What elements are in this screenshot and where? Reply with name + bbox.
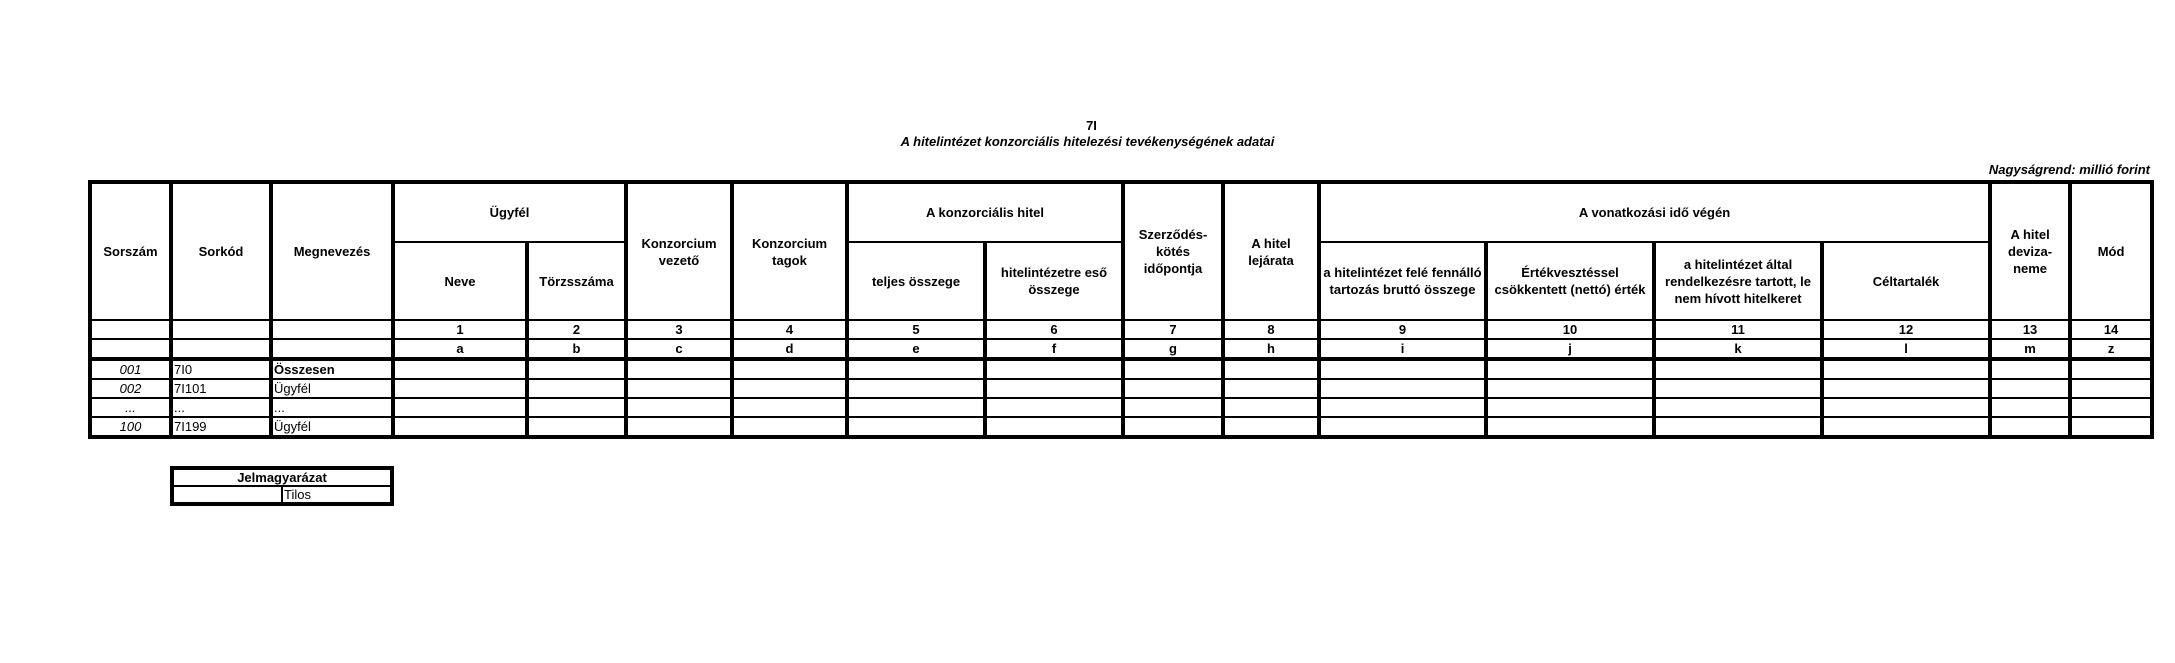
data-cell[interactable] — [1654, 379, 1822, 398]
data-cell[interactable] — [626, 359, 732, 379]
column-letter: l — [1822, 339, 1990, 359]
header-konzorcium-vezeto: Konzorcium vezető — [626, 182, 732, 320]
data-cell[interactable] — [527, 379, 626, 398]
data-cell[interactable] — [1123, 417, 1223, 437]
header-hitel-lejarata: A hitel lejárata — [1223, 182, 1319, 320]
data-cell[interactable] — [2070, 417, 2152, 437]
table-code: 7I — [1086, 118, 1097, 133]
row-sorszam: 002 — [90, 379, 171, 398]
row-sorszam: ... — [90, 398, 171, 417]
data-cell[interactable] — [527, 417, 626, 437]
header-hitelintezetre-eso: hitelintézetre eső összege — [985, 242, 1123, 320]
header-konzorcialis-hitel: A konzorciális hitel — [847, 182, 1123, 242]
data-cell[interactable] — [1822, 398, 1990, 417]
data-cell[interactable] — [393, 417, 527, 437]
column-letter: b — [527, 339, 626, 359]
column-letter: m — [1990, 339, 2070, 359]
row-sorszam: 100 — [90, 417, 171, 437]
data-cell[interactable] — [1123, 359, 1223, 379]
header-fennallo-tartozas: a hitelintézet felé fennálló tartozás bruttó összege — [1319, 242, 1486, 320]
data-cell[interactable] — [1223, 359, 1319, 379]
data-cell[interactable] — [2070, 398, 2152, 417]
data-cell[interactable] — [732, 379, 847, 398]
column-number: 2 — [527, 320, 626, 339]
data-cell[interactable] — [527, 398, 626, 417]
column-number: 6 — [985, 320, 1123, 339]
data-cell[interactable] — [985, 379, 1123, 398]
data-cell[interactable] — [2070, 379, 2152, 398]
column-letter: e — [847, 339, 985, 359]
header-celtartalek: Céltartalék — [1822, 242, 1990, 320]
column-letter: k — [1654, 339, 1822, 359]
data-cell[interactable] — [626, 379, 732, 398]
data-cell[interactable] — [1654, 398, 1822, 417]
column-number: 3 — [626, 320, 732, 339]
column-letter: a — [393, 339, 527, 359]
header-konzorcium-tagok: Konzorcium tagok — [732, 182, 847, 320]
data-cell[interactable] — [1319, 379, 1486, 398]
column-number: 11 — [1654, 320, 1822, 339]
data-cell[interactable] — [1990, 359, 2070, 379]
column-number-row — [90, 320, 2152, 339]
data-cell[interactable] — [1319, 359, 1486, 379]
data-cell[interactable] — [1223, 417, 1319, 437]
table-row — [90, 398, 2152, 417]
column-letter: h — [1223, 339, 1319, 359]
column-number: 14 — [2070, 320, 2152, 339]
data-cell[interactable] — [847, 417, 985, 437]
column-letter: d — [732, 339, 847, 359]
data-cell[interactable] — [393, 359, 527, 379]
data-cell[interactable] — [1223, 379, 1319, 398]
data-cell[interactable] — [1990, 379, 2070, 398]
row-megnevezes: Ügyfél — [271, 379, 393, 398]
data-cell[interactable] — [1223, 398, 1319, 417]
header-neve: Neve — [393, 242, 527, 320]
title-block — [0, 118, 2175, 150]
column-letter-row — [90, 339, 2152, 359]
data-cell[interactable] — [1654, 417, 1822, 437]
column-letter: j — [1486, 339, 1654, 359]
header-ugyfel: Ügyfél — [393, 182, 626, 242]
row-sorszam: 001 — [90, 359, 171, 379]
table-row — [90, 379, 2152, 398]
data-cell[interactable] — [626, 417, 732, 437]
data-cell[interactable] — [732, 398, 847, 417]
data-cell[interactable] — [1990, 398, 2070, 417]
column-number: 12 — [1822, 320, 1990, 339]
header-vonatkozasi-ido: A vonatkozási idő végén — [1319, 182, 1990, 242]
data-cell[interactable] — [393, 379, 527, 398]
legend-title: Jelmagyarázat — [172, 468, 392, 486]
data-cell[interactable] — [1123, 398, 1223, 417]
column-number: 13 — [1990, 320, 2070, 339]
data-cell[interactable] — [985, 359, 1123, 379]
column-letter: f — [985, 339, 1123, 359]
data-cell[interactable] — [732, 359, 847, 379]
row-megnevezes: Ügyfél — [271, 417, 393, 437]
data-cell[interactable] — [1319, 417, 1486, 437]
data-cell[interactable] — [847, 359, 985, 379]
data-cell[interactable] — [527, 359, 626, 379]
data-cell[interactable] — [985, 398, 1123, 417]
column-number: 4 — [732, 320, 847, 339]
row-sorkod: 7I0 — [171, 359, 271, 379]
data-cell[interactable] — [1822, 379, 1990, 398]
data-cell[interactable] — [1319, 398, 1486, 417]
table-row — [90, 417, 2152, 437]
data-cell[interactable] — [2070, 359, 2152, 379]
legend-label: Tilos — [282, 486, 392, 504]
column-letter: z — [2070, 339, 2152, 359]
legend-table — [170, 466, 394, 506]
column-number: 1 — [393, 320, 527, 339]
column-letter: i — [1319, 339, 1486, 359]
data-cell[interactable] — [1486, 379, 1654, 398]
row-sorkod: 7I101 — [171, 379, 271, 398]
header-torzsszama: Törzsszáma — [527, 242, 626, 320]
data-cell[interactable] — [732, 417, 847, 437]
header-ertekvesztes: Értékvesztéssel csökkentett (nettó) érték — [1486, 242, 1654, 320]
header-mod: Mód — [2070, 182, 2152, 320]
table-title: A hitelintézet konzorciális hitelezési tevékenységének adatai — [900, 134, 1275, 149]
data-cell[interactable] — [1486, 398, 1654, 417]
row-sorkod: 7I199 — [171, 417, 271, 437]
column-number: 5 — [847, 320, 985, 339]
data-cell[interactable] — [1654, 359, 1822, 379]
unit-note: Nagyságrend: millió forint — [1988, 162, 2150, 177]
data-cell[interactable] — [1486, 417, 1654, 437]
data-cell[interactable] — [393, 398, 527, 417]
data-cell[interactable] — [626, 398, 732, 417]
header-teljes-osszege: teljes összege — [847, 242, 985, 320]
data-cell[interactable] — [1990, 417, 2070, 437]
header-megnevezes: Megnevezés — [271, 182, 393, 320]
column-number: 7 — [1123, 320, 1223, 339]
data-cell[interactable] — [1822, 359, 1990, 379]
data-cell[interactable] — [1822, 417, 1990, 437]
data-cell[interactable] — [985, 417, 1123, 437]
row-sorkod: ... — [171, 398, 271, 417]
header-sorkod: Sorkód — [171, 182, 271, 320]
data-cell[interactable] — [847, 398, 985, 417]
data-cell[interactable] — [847, 379, 985, 398]
row-megnevezes: ... — [271, 398, 393, 417]
header-sorszam: Sorszám — [90, 182, 171, 320]
header-szerzodeskotes: Szerződés-kötés időpontja — [1123, 182, 1223, 320]
column-number: 10 — [1486, 320, 1654, 339]
data-cell[interactable] — [1123, 379, 1223, 398]
column-letter: c — [626, 339, 732, 359]
data-cell[interactable] — [1486, 359, 1654, 379]
column-number: 8 — [1223, 320, 1319, 339]
header-devizaneme: A hitel deviza-neme — [1990, 182, 2070, 320]
table-row — [90, 359, 2152, 379]
header-rendelkezesre-tartott: a hitelintézet által rendelkezésre tartott, le nem hívott hitelkeret — [1654, 242, 1822, 320]
row-megnevezes: Összesen — [271, 359, 393, 379]
legend-swatch — [172, 486, 282, 504]
column-letter: g — [1123, 339, 1223, 359]
column-number: 9 — [1319, 320, 1486, 339]
report-table — [88, 180, 2154, 439]
